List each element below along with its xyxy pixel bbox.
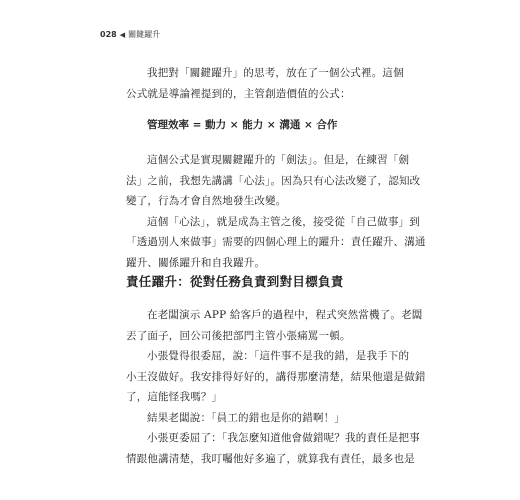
- text-line: 了，這能怪我嗎？」: [126, 391, 223, 403]
- story-paragraphs: [126, 305, 426, 469]
- text-line: 丟了面子，回公司後把部門主管小張痛罵一頓。: [126, 329, 351, 342]
- text-line: 法」之前，我想先講講「心法」。因為只有心法改變了，認知改: [126, 174, 421, 187]
- text-line: 在老闆演示 APP 給客戶的過程中，程式突然當機了。老闆: [147, 309, 423, 321]
- page-number: 028: [100, 30, 117, 39]
- text-line: 結果老闆說：「員工的錯也是你的錯啊！」: [147, 411, 346, 424]
- text-line: 小王沒做好。我安排得好好的，講得那麼清楚，結果他還是做錯: [126, 370, 426, 383]
- book-title: 關鍵躍升: [128, 30, 161, 39]
- text-line: 「透過別人來做事」需要的四個心理上的躍升：責任躍升、溝通: [126, 236, 426, 248]
- management-efficiency-formula: 管理效率 = 動力 × 能力 × 溝通 × 合作: [147, 119, 338, 131]
- left-arrow-icon: ◀: [119, 31, 126, 39]
- text-line: 變了，行為才會自然地發生改變。: [126, 195, 287, 207]
- text-line: 情跟他講清楚，我叮囑他好多遍了，就算我有責任，最多也是: [126, 452, 415, 465]
- text-line: 躍升、關係躍升和自我躍升。: [126, 256, 266, 269]
- text-line: 這個公式是實現關鍵躍升的「劍法」。但是，在練習「劍: [147, 154, 410, 166]
- text-line: 小張覺得很委屈，說：「這件事不是我的錯，是我手下的: [147, 350, 410, 362]
- method-paragraphs: [126, 150, 426, 273]
- running-header: [100, 29, 160, 40]
- section-heading: 責任躍升：從對任務負責到對目標負責: [126, 274, 344, 289]
- text-line: 公式就是導論裡提到的，主管創造價值的公式：: [126, 87, 351, 100]
- text-line: 這個「心法」，就是成為主管之後，接受從「自己做事」到: [147, 215, 420, 228]
- intro-paragraph: [126, 63, 402, 104]
- text-line: 小張更委屈了：「我怎麼知道他會做錯呢？我的責任是把事: [147, 432, 420, 444]
- text-line: 我把對「關鍵躍升」的思考，放在了一個公式裡。這個: [147, 67, 404, 79]
